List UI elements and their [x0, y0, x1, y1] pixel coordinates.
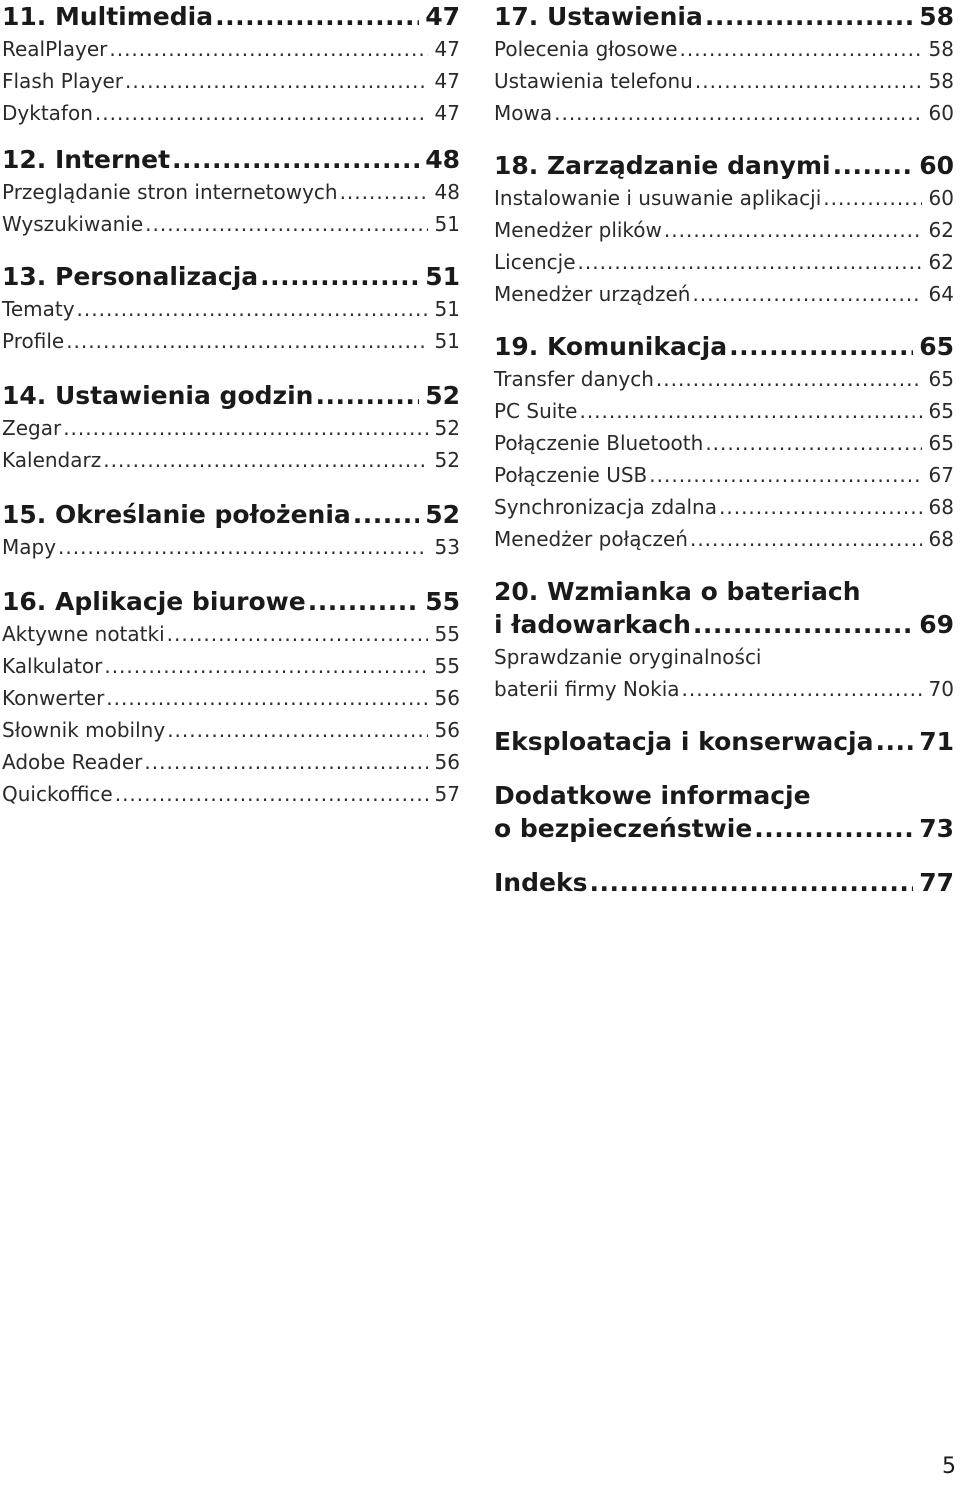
- toc-entry-page: 47: [434, 37, 460, 61]
- dot-leader: [719, 491, 922, 523]
- dot-leader: [705, 0, 913, 33]
- dot-leader: [63, 412, 428, 444]
- dot-leader: [340, 176, 428, 208]
- toc-entry-title: Zegar: [2, 416, 62, 440]
- toc-entry-title: PC Suite: [494, 399, 578, 423]
- toc-entry[interactable]: [494, 65, 954, 97]
- toc-entry-title: RealPlayer: [2, 37, 108, 61]
- toc-heading[interactable]: [2, 143, 460, 176]
- toc-entry-title: Polecenia głosowe: [494, 37, 678, 61]
- toc-entry-title: Połączenie USB: [494, 463, 648, 487]
- toc-entry-title: Ustawienia telefonu: [494, 69, 693, 93]
- toc-section: [2, 379, 460, 476]
- dot-leader: [695, 65, 922, 97]
- toc-entry-page: 70: [928, 677, 954, 701]
- toc-entry-page: 51: [434, 212, 460, 236]
- toc-entry-title: Instalowanie i usuwanie aplikacji: [494, 186, 822, 210]
- toc-heading[interactable]: [2, 585, 460, 618]
- toc-entry-title: Licencje: [494, 250, 576, 274]
- toc-entry-page: 48: [434, 180, 460, 204]
- toc-heading-title: 15. Określanie położenia: [2, 500, 351, 529]
- toc-entry-page: 56: [434, 718, 460, 742]
- toc-heading-page: 77: [919, 868, 954, 897]
- toc-entry[interactable]: [494, 214, 954, 246]
- toc-heading-title: 16. Aplikacje biurowe: [2, 587, 306, 616]
- toc-entry-page: 60: [928, 186, 954, 210]
- toc-entry[interactable]: [2, 778, 460, 810]
- toc-heading-title: o bezpieczeństwie: [494, 814, 753, 843]
- toc-entry[interactable]: [494, 395, 954, 427]
- toc-heading[interactable]: [494, 330, 954, 363]
- toc-entry-title: Aktywne notatki: [2, 622, 165, 646]
- toc-entry-page: 62: [928, 250, 954, 274]
- toc-entry-page: 64: [928, 282, 954, 306]
- toc-heading[interactable]: [494, 725, 954, 758]
- toc-entry[interactable]: [494, 33, 954, 65]
- toc-entry[interactable]: [2, 176, 460, 208]
- toc-entry[interactable]: [494, 673, 954, 705]
- toc-entry[interactable]: [2, 650, 460, 682]
- toc-entry[interactable]: [2, 325, 460, 357]
- toc-heading-title: 14. Ustawienia godzin: [2, 381, 314, 410]
- dot-leader: [649, 459, 922, 491]
- dot-leader: [656, 363, 922, 395]
- toc-entry[interactable]: [494, 278, 954, 310]
- toc-entry-title: Menedżer urządzeń: [494, 282, 691, 306]
- dot-leader: [729, 330, 913, 363]
- dot-leader: [115, 778, 428, 810]
- dot-leader: [58, 531, 428, 563]
- toc-entry-title: Mowa: [494, 101, 553, 125]
- dot-leader: [77, 293, 428, 325]
- toc-heading-page: 73: [919, 814, 954, 843]
- toc-entry-title: Konwerter: [2, 686, 105, 710]
- toc-entry[interactable]: [494, 491, 954, 523]
- toc-entry[interactable]: [494, 363, 954, 395]
- dot-leader: [754, 812, 913, 845]
- dot-leader: [109, 33, 428, 65]
- toc-entry[interactable]: [2, 97, 460, 129]
- toc-heading-page: 47: [425, 2, 460, 31]
- toc-heading[interactable]: [2, 379, 460, 412]
- toc-entry-title: Quickoffice: [2, 782, 113, 806]
- toc-entry-page: 60: [928, 101, 954, 125]
- dot-leader: [215, 0, 419, 33]
- toc-entry-title: Mapy: [2, 535, 57, 559]
- toc-entry-page: 56: [434, 750, 460, 774]
- toc-entry[interactable]: [2, 412, 460, 444]
- toc-entry[interactable]: [2, 293, 460, 325]
- toc-heading-title: 19. Komunikacja: [494, 332, 728, 361]
- toc-heading-page: 60: [919, 151, 954, 180]
- toc-entry-page: 56: [434, 686, 460, 710]
- toc-heading-page: 58: [919, 2, 954, 31]
- toc-entry[interactable]: [2, 682, 460, 714]
- toc-heading-line[interactable]: Dodatkowe informacje: [494, 781, 811, 810]
- toc-entry[interactable]: [2, 444, 460, 476]
- toc-heading[interactable]: [2, 0, 460, 33]
- toc-entry[interactable]: [2, 714, 460, 746]
- dot-leader: [680, 33, 922, 65]
- toc-right-column: [494, 0, 954, 913]
- toc-section: [2, 143, 460, 240]
- toc-section: [494, 575, 954, 705]
- toc-section: [494, 866, 954, 899]
- toc-entry-title: Synchronizacja zdalna: [494, 495, 717, 519]
- dot-leader: [260, 260, 419, 293]
- toc-heading-page: 69: [919, 610, 954, 639]
- toc-entry-title: Słownik mobilny: [2, 718, 166, 742]
- toc-entry-page: 47: [434, 69, 460, 93]
- toc-entry[interactable]: [2, 746, 460, 778]
- toc-section: [494, 725, 954, 758]
- dot-leader: [690, 523, 922, 555]
- toc-entry[interactable]: [2, 33, 460, 65]
- toc-heading-page: 51: [425, 262, 460, 291]
- toc-heading[interactable]: [494, 149, 954, 182]
- toc-entry-title: Adobe Reader: [2, 750, 143, 774]
- toc-entry-page: 65: [928, 399, 954, 423]
- dot-leader: [308, 585, 419, 618]
- toc-entry-page: 57: [434, 782, 460, 806]
- toc-entry[interactable]: [494, 459, 954, 491]
- dot-leader: [664, 214, 922, 246]
- toc-heading-page: 71: [919, 727, 954, 756]
- toc-heading-title: Indeks: [494, 868, 588, 897]
- toc-heading[interactable]: [494, 0, 954, 33]
- toc-section: [2, 0, 460, 129]
- toc-entry-page: 53: [434, 535, 460, 559]
- toc-entry-page: 65: [928, 367, 954, 391]
- toc-entry-page: 62: [928, 218, 954, 242]
- toc-heading-title: 11. Multimedia: [2, 2, 214, 31]
- toc-heading[interactable]: [2, 498, 460, 531]
- toc-entry[interactable]: [2, 618, 460, 650]
- toc-entry-page: 58: [928, 37, 954, 61]
- toc-heading-title: i ładowarkach: [494, 610, 691, 639]
- toc-entry-title: Dyktafon: [2, 101, 93, 125]
- toc-entry-title: Flash Player: [2, 69, 124, 93]
- toc-section: [494, 779, 954, 845]
- toc-entry[interactable]: [494, 427, 954, 459]
- dot-leader: [554, 97, 922, 129]
- toc-entry[interactable]: [2, 208, 460, 240]
- toc-heading[interactable]: [494, 866, 954, 899]
- toc-entry[interactable]: [494, 97, 954, 129]
- dot-leader: [705, 427, 922, 459]
- page-number: 5: [942, 1454, 956, 1479]
- toc-heading-page: 65: [919, 332, 954, 361]
- toc-entry-title: Przeglądanie stron internetowych: [2, 180, 338, 204]
- dot-leader: [875, 725, 913, 758]
- toc-left-column: [2, 0, 460, 824]
- toc-section: [2, 585, 460, 810]
- dot-leader: [167, 714, 428, 746]
- dot-leader: [315, 379, 419, 412]
- toc-section: [2, 498, 460, 563]
- dot-leader: [95, 97, 428, 129]
- toc-entry-title: Menedżer połączeń: [494, 527, 688, 551]
- toc-entry-page: 51: [434, 329, 460, 353]
- dot-leader: [172, 143, 419, 176]
- dot-leader: [823, 182, 922, 214]
- dot-leader: [125, 65, 428, 97]
- toc-entry-page: 55: [434, 622, 460, 646]
- toc-entry-line[interactable]: Sprawdzanie oryginalności: [494, 645, 762, 669]
- toc-entry-page: 52: [434, 416, 460, 440]
- toc-heading[interactable]: [494, 608, 954, 641]
- dot-leader: [693, 608, 913, 641]
- dot-leader: [682, 673, 922, 705]
- dot-leader: [66, 325, 428, 357]
- toc-entry-title: Wyszukiwanie: [2, 212, 144, 236]
- toc-entry-title: baterii firmy Nokia: [494, 677, 680, 701]
- toc-entry-title: Profile: [2, 329, 65, 353]
- toc-entry-page: 65: [928, 431, 954, 455]
- dot-leader: [833, 149, 914, 182]
- toc-heading-page: 55: [425, 587, 460, 616]
- toc-section: [494, 0, 954, 129]
- toc-entry-page: 68: [928, 527, 954, 551]
- dot-leader: [104, 650, 428, 682]
- toc-heading-page: 48: [425, 145, 460, 174]
- toc-entry[interactable]: [2, 65, 460, 97]
- dot-leader: [353, 498, 419, 531]
- toc-heading-title: 12. Internet: [2, 145, 171, 174]
- toc-entry-page: 58: [928, 69, 954, 93]
- toc-entry-title: Kalkulator: [2, 654, 103, 678]
- toc-heading-page: 52: [425, 381, 460, 410]
- dot-leader: [145, 208, 428, 240]
- toc-entry-title: Transfer danych: [494, 367, 654, 391]
- toc-entry-title: Połączenie Bluetooth: [494, 431, 704, 455]
- toc-entry-title: Tematy: [2, 297, 75, 321]
- dot-leader: [579, 395, 922, 427]
- dot-leader: [589, 866, 913, 899]
- dot-leader: [103, 444, 428, 476]
- toc-section: [494, 330, 954, 555]
- toc-section: [2, 260, 460, 357]
- toc-entry[interactable]: [494, 246, 954, 278]
- toc-heading-title: 17. Ustawienia: [494, 2, 703, 31]
- toc-entry-page: 68: [928, 495, 954, 519]
- toc-heading-title: Eksploatacja i konserwacja: [494, 727, 874, 756]
- toc-entry-page: 47: [434, 101, 460, 125]
- dot-leader: [167, 618, 428, 650]
- toc-entry[interactable]: [494, 523, 954, 555]
- toc-entry-page: 55: [434, 654, 460, 678]
- toc-heading-title: 18. Zarządzanie danymi: [494, 151, 831, 180]
- toc-heading-page: 52: [425, 500, 460, 529]
- toc-entry-title: Menedżer plików: [494, 218, 662, 242]
- toc-heading-line[interactable]: 20. Wzmianka o bateriach: [494, 577, 861, 606]
- toc-heading[interactable]: [2, 260, 460, 293]
- toc-entry-page: 52: [434, 448, 460, 472]
- toc-entry[interactable]: [2, 531, 460, 563]
- toc-section: [494, 149, 954, 310]
- toc-entry[interactable]: [494, 182, 954, 214]
- toc-entry-title: Kalendarz: [2, 448, 102, 472]
- toc-entry-page: 51: [434, 297, 460, 321]
- toc-heading[interactable]: [494, 812, 954, 845]
- dot-leader: [692, 278, 922, 310]
- dot-leader: [144, 746, 428, 778]
- dot-leader: [106, 682, 428, 714]
- dot-leader: [578, 246, 922, 278]
- toc-entry-page: 67: [928, 463, 954, 487]
- toc-heading-title: 13. Personalizacja: [2, 262, 259, 291]
